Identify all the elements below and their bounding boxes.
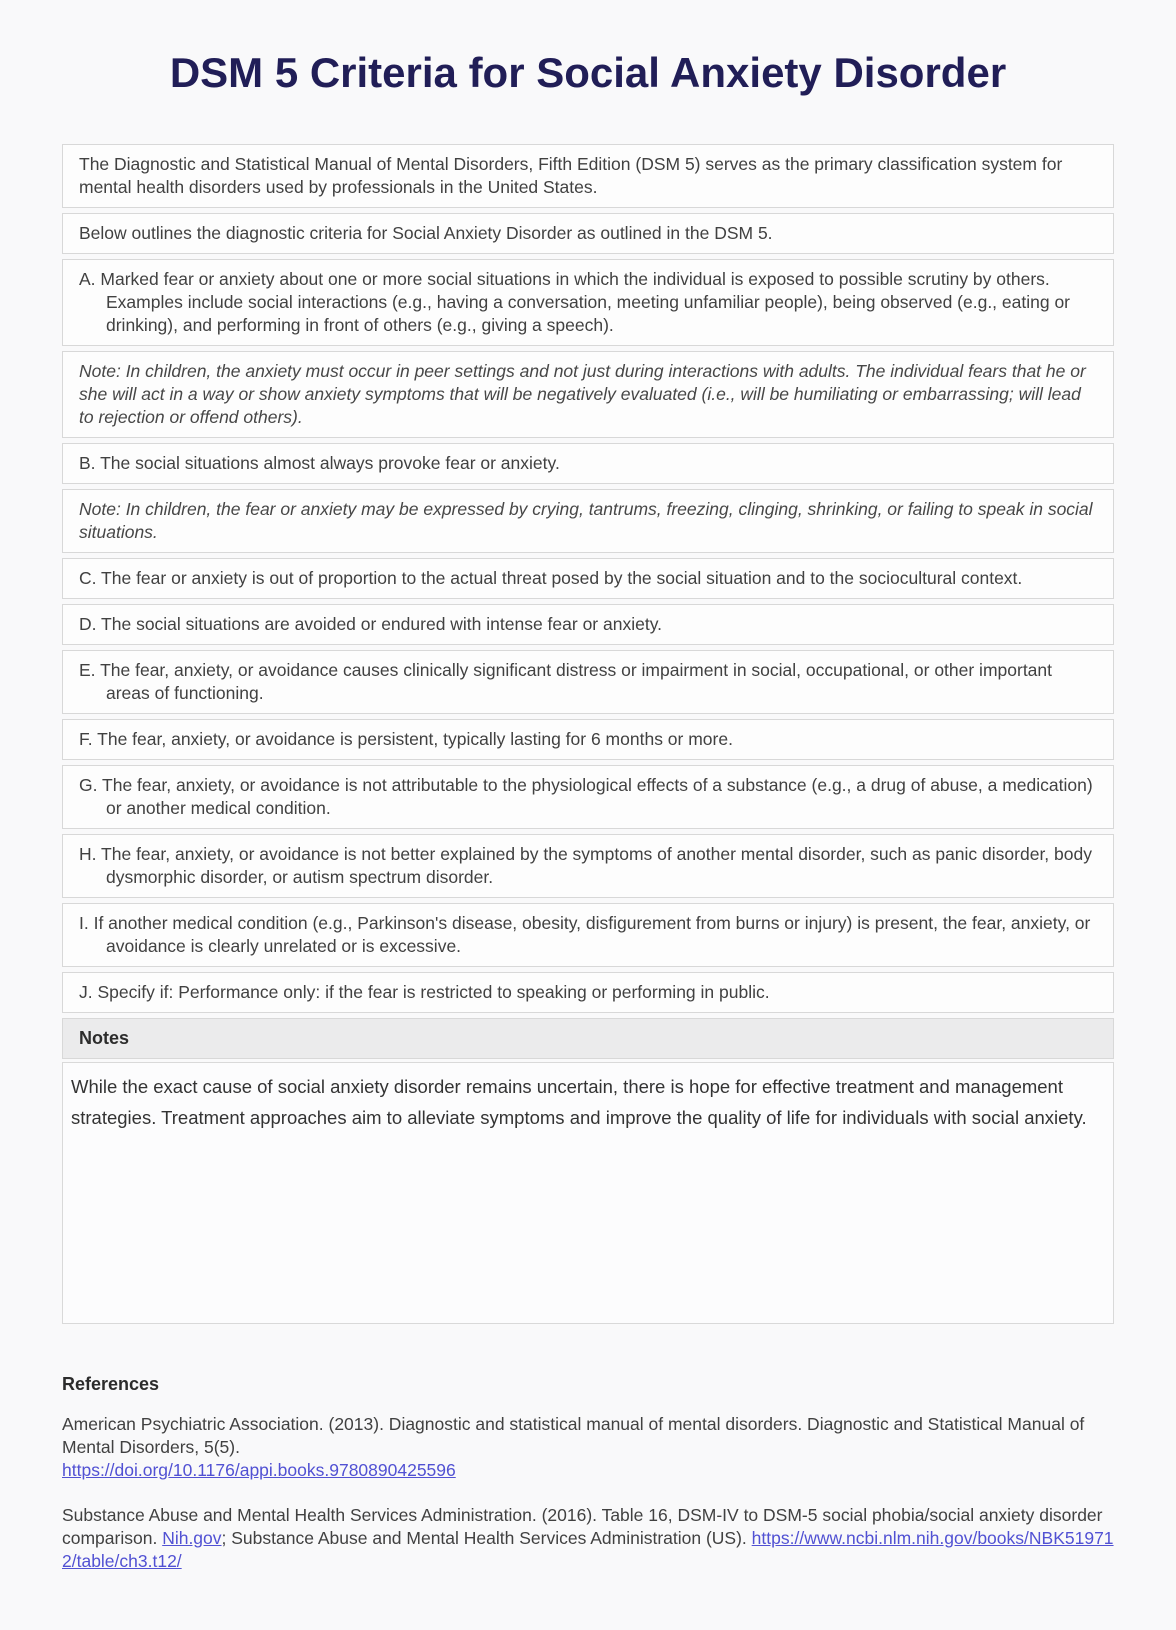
criterion-row-f [62,719,1114,760]
reference-item [62,1413,1114,1482]
criterion-text: I. If another medical condition (e.g., Parkinson's disease, obesity, disfigurement from burns or injury) is present, the fear, anxiety, or avoidance is clearly unrelated or is excessive. [79,913,1091,956]
criterion-text: G. The fear, anxiety, or avoidance is not attributable to the physiological effects of a substance (e.g., a drug of abuse, a medication) or another medical condition. [79,775,1093,818]
page-title: DSM 5 Criteria for Social Anxiety Disorder [169,49,1007,96]
doi-link[interactable]: https://doi.org/10.1176/appi.books.9780890425596 [62,1460,456,1480]
intro-text: Below outlines the diagnostic criteria for Social Anxiety Disorder as outlined in the DSM 5. [79,223,773,243]
nih-gov-link[interactable]: Nih.gov [162,1528,222,1548]
intro-row [62,144,1114,208]
notes-textarea[interactable]: While the exact cause of social anxiety disorder remains uncertain, there is hope for effective treatment and management strategies. Treatment approaches aim to alleviate symptoms and improve the quality of life for individuals with social anxiety. [62,1062,1114,1324]
criterion-row-h [62,834,1114,898]
references-heading: References [62,1374,160,1394]
criterion-row-j [62,972,1114,1013]
criterion-row-a [62,259,1114,346]
reference-text: American Psychiatric Association. (2013). Diagnostic and statistical manual of mental disorders. Diagnostic and Statistical Manual of Mental Disorders, 5(5). [62,1414,1085,1457]
criteria-list [62,144,1114,1324]
notes-header-label: Notes [79,1028,130,1048]
criterion-text: C. The fear or anxiety is out of proportion to the actual threat posed by the social situation and to the sociocultural context. [79,568,1023,588]
criterion-text: D. The social situations are avoided or endured with intense fear or anxiety. [79,614,663,634]
references-section [62,1374,1114,1573]
criterion-row-i [62,903,1114,967]
criterion-text: A. Marked fear or anxiety about one or more social situations in which the individual is exposed to possible scrutiny by others. Examples include social interactions (e.g., having a conversation, meeting unfamiliar people), being observed (e.g., eating or drinking), and performing in front of others (e.g., giving a speech). [79,269,1071,335]
criterion-row-d [62,604,1114,645]
note-row [62,489,1114,553]
note-text: Note: In children, the anxiety must occur in peer settings and not just during interactions with adults. The individual fears that he or she will act in a way or show anxiety symptoms that will be negatively evaluated (i.e., will be humiliating or embarrassing; will lead to rejection or offend others). [79,361,1086,427]
reference-text: ; Substance Abuse and Mental Health Services Administration (US). [221,1528,752,1548]
criterion-row-c [62,558,1114,599]
criterion-row-g [62,765,1114,829]
note-row [62,351,1114,438]
intro-text: The Diagnostic and Statistical Manual of Mental Disorders, Fifth Edition (DSM 5) serves as the primary classification system for mental health disorders used by professionals in the United States. [79,154,1063,197]
note-text: Note: In children, the fear or anxiety may be expressed by crying, tantrums, freezing, clinging, shrinking, or failing to speak in social situations. [79,499,1093,542]
criterion-text: E. The fear, anxiety, or avoidance causes clinically significant distress or impairment in social, occupational, or other important areas of functioning. [79,660,1053,703]
criterion-text: F. The fear, anxiety, or avoidance is persistent, typically lasting for 6 months or more. [79,729,733,749]
reference-text: Substance Abuse and Mental Health Services Administration. (2016). Table 16, DSM-IV to DSM-5 social phobia/social anxiety disorder comparison. [62,1505,1103,1548]
intro-row [62,213,1114,254]
reference-item [62,1504,1114,1573]
criterion-row-b [62,443,1114,484]
criterion-text: B. The social situations almost always provoke fear or anxiety. [79,453,560,473]
ncbi-table-link[interactable]: https://www.ncbi.nlm.nih.gov/books/NBK519712/table/ch3.t12/ [62,1528,1114,1571]
criterion-text: J. Specify if: Performance only: if the fear is restricted to speaking or performing in public. [79,982,770,1002]
criterion-row-e [62,650,1114,714]
criterion-text: H. The fear, anxiety, or avoidance is not better explained by the symptoms of another mental disorder, such as panic disorder, body dysmorphic disorder, or autism spectrum disorder. [79,844,1092,887]
notes-header [62,1018,1114,1059]
